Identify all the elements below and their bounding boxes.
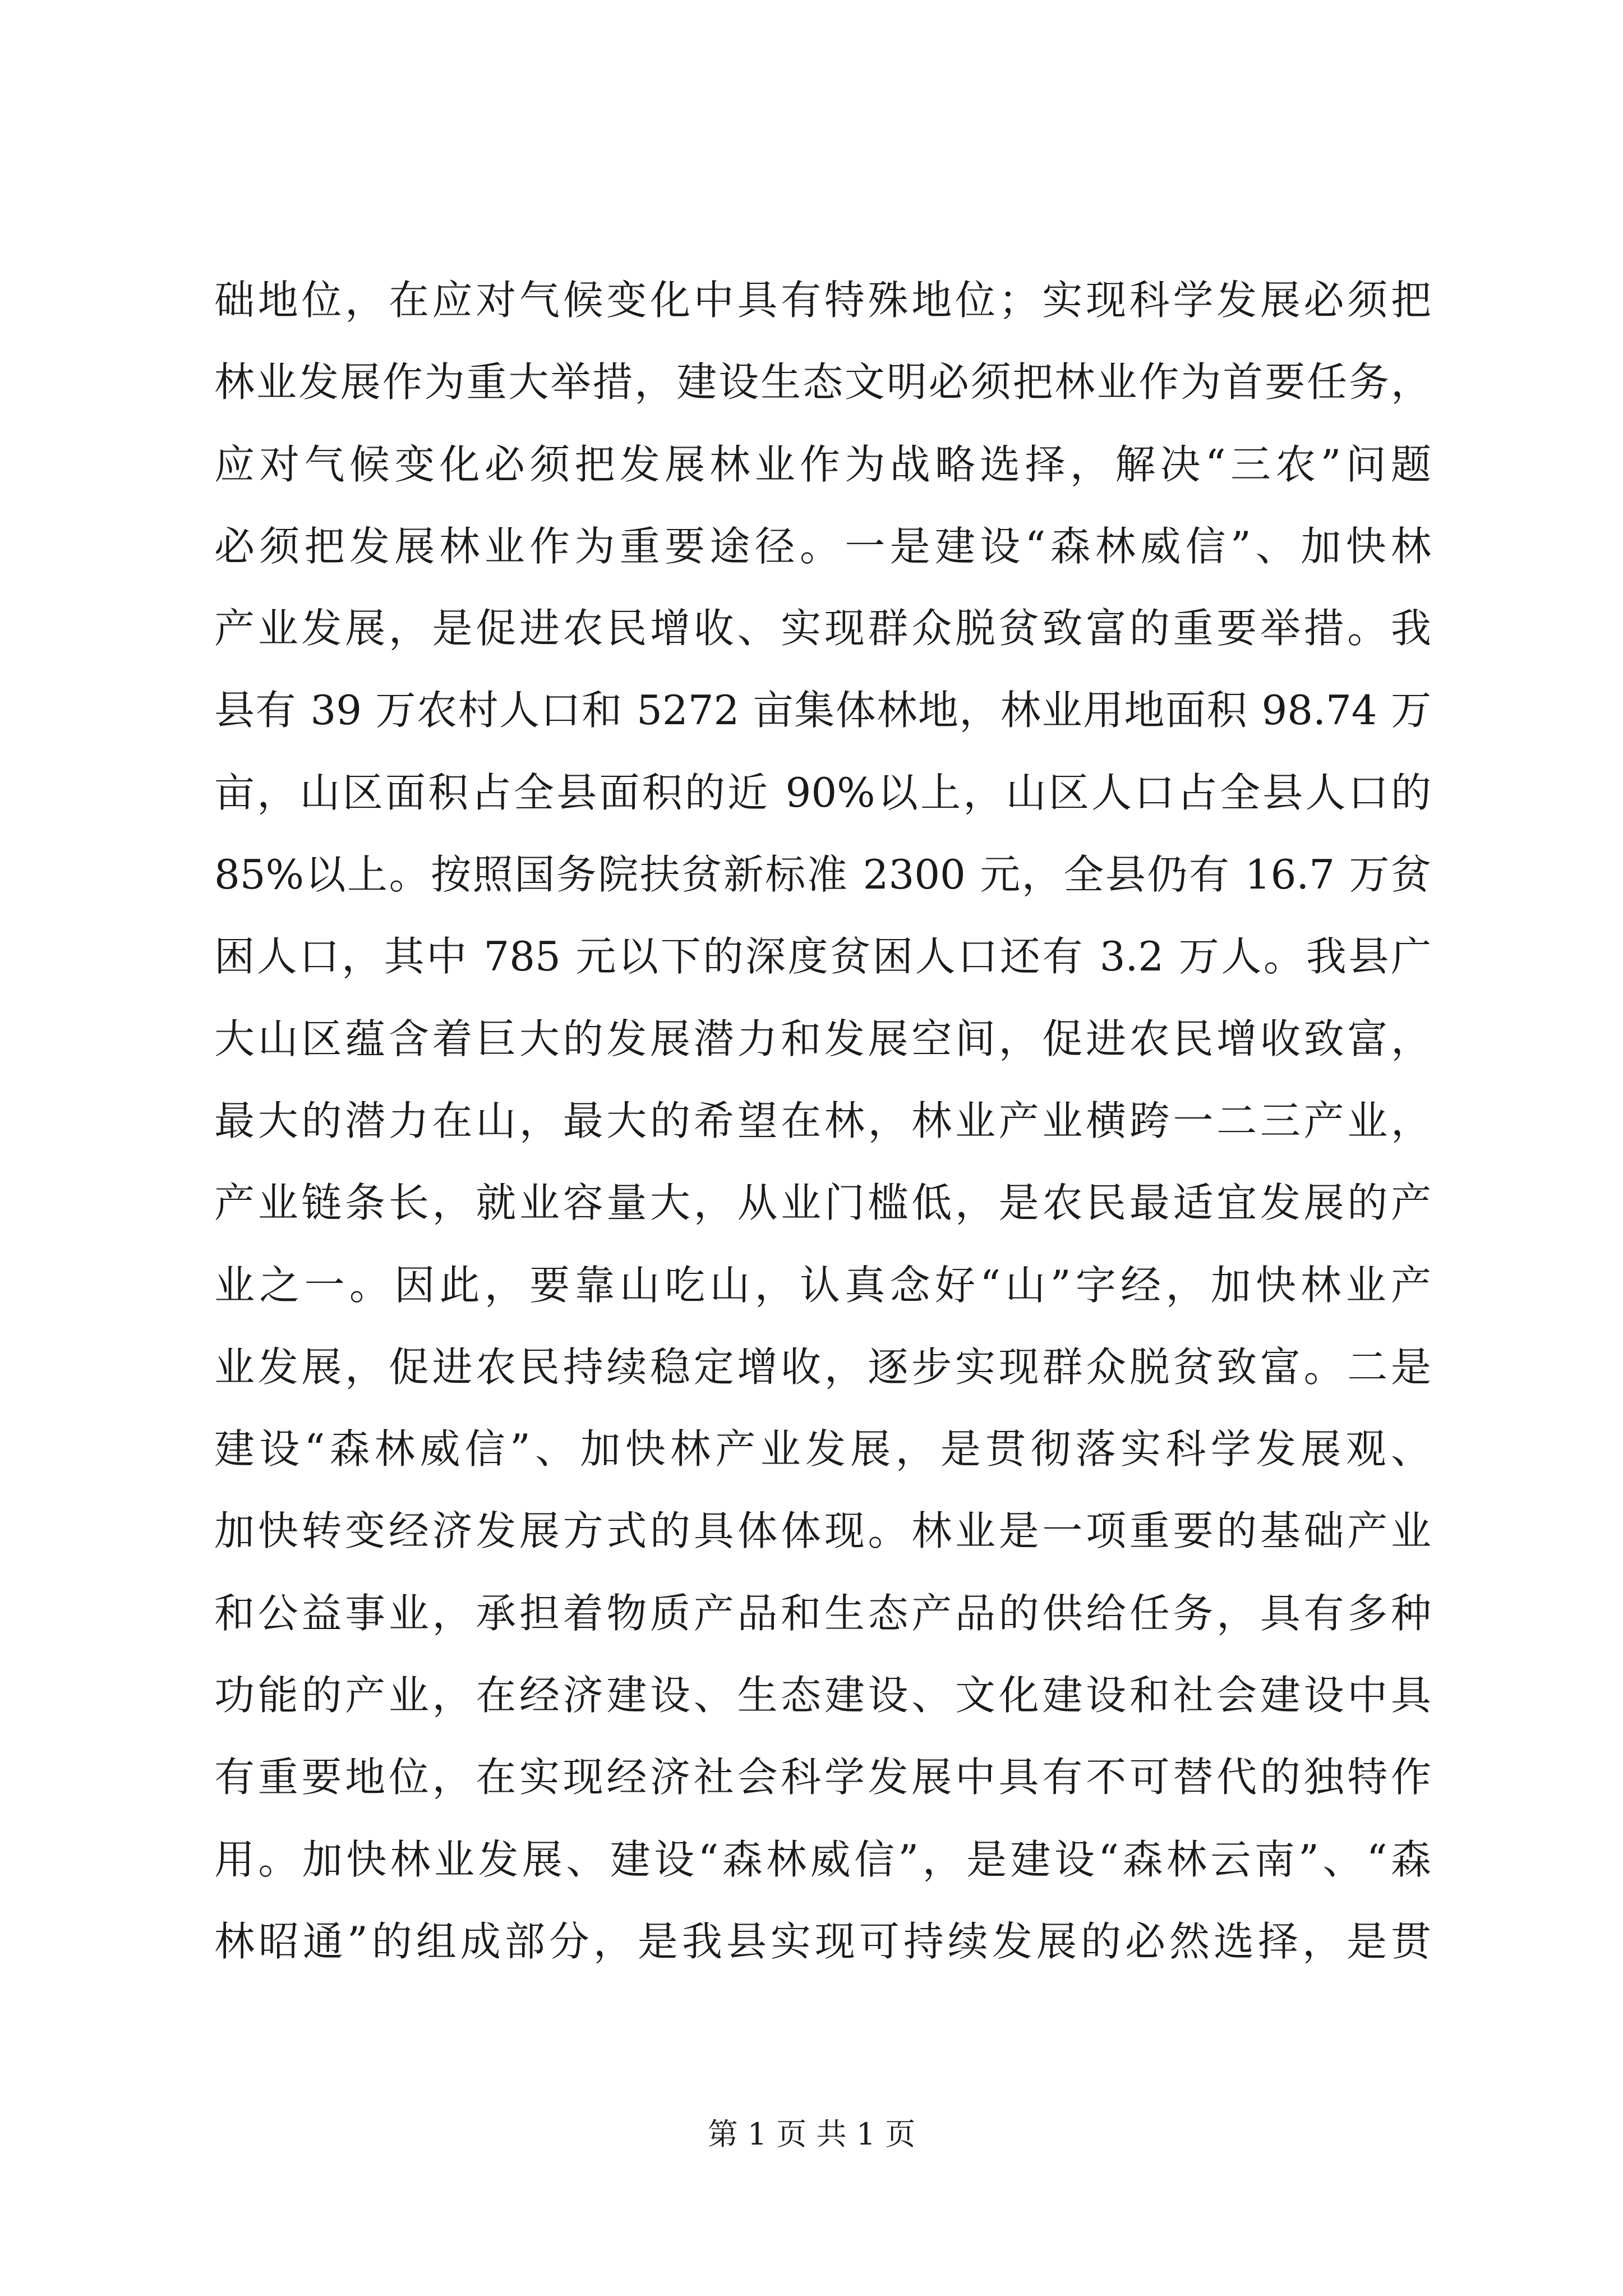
text-line-4: 必须把发展林业作为重要途径。一是建设“森林威信”、加快林 (214, 522, 1431, 570)
text-line-7: 亩，山区面积占全县面积的近 90%以上，山区人口占全县人口的 (214, 769, 1431, 816)
page-number-footer: 第 1 页 共 1 页 (707, 2116, 916, 2152)
text-line-5: 产业发展，是促进农民增收、实现群众脱贫致富的重要举措。我 (214, 605, 1431, 652)
text-line-6: 县有 39 万农村人口和 5272 亩集体林地，林业用地面积 98.74 万 (214, 687, 1431, 734)
body-text (214, 259, 1431, 1982)
text-line-18: 功能的产业，在经济建设、生态建设、文化建设和社会建设中具 (214, 1672, 1431, 1719)
text-line-12: 产业链条长，就业容量大，从业门槛低，是农民最适宜发展的产 (214, 1179, 1431, 1227)
text-line-17: 和公益事业，承担着物质产品和生态产品的供给任务，具有多种 (214, 1589, 1431, 1637)
text-line-15: 建设“森林威信”、加快林产业发展，是贯彻落实科学发展观、 (214, 1425, 1431, 1473)
text-line-14: 业发展，促进农民持续稳定增收，逐步实现群众脱贫致富。二是 (214, 1343, 1431, 1391)
text-line-10: 大山区蕴含着巨大的发展潜力和发展空间，促进农民增收致富， (214, 1015, 1431, 1062)
text-line-1: 础地位，在应对气候变化中具有特殊地位；实现科学发展必须把 (214, 277, 1431, 324)
text-line-8: 85%以上。按照国务院扶贫新标准 2300 元，全县仍有 16.7 万贫 (214, 851, 1431, 899)
text-line-19: 有重要地位，在实现经济社会科学发展中具有不可替代的独特作 (214, 1754, 1431, 1801)
text-line-11: 最大的潜力在山，最大的希望在林，林业产业横跨一二三产业， (214, 1097, 1431, 1144)
text-line-20: 用。加快林业发展、建设“森林威信”，是建设“森林云南”、“森 (214, 1835, 1431, 1883)
text-line-13: 业之一。因此，要靠山吃山，认真念好“山”字经，加快林业产 (214, 1261, 1431, 1309)
text-line-16: 加快转变经济发展方式的具体体现。林业是一项重要的基础产业 (214, 1507, 1431, 1555)
text-line-3: 应对气候变化必须把发展林业作为战略选择，解决“三农”问题 (214, 440, 1431, 488)
text-line-9: 困人口，其中 785 元以下的深度贫困人口还有 3.2 万人。我县广 (214, 933, 1431, 981)
text-line-2: 林业发展作为重大举措，建设生态文明必须把林业作为首要任务， (214, 358, 1431, 406)
text-line-21: 林昭通”的组成部分，是我县实现可持续发展的必然选择，是贯 (214, 1917, 1431, 1965)
